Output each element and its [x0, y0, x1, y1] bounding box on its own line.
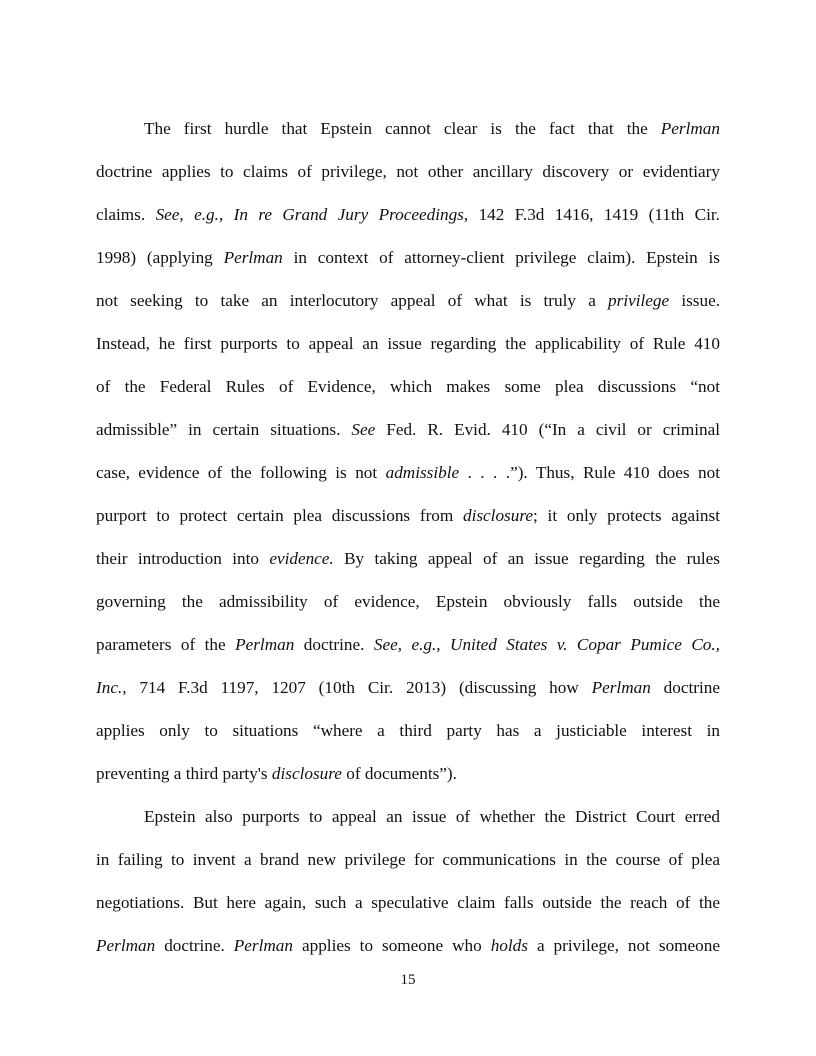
text-line	[96, 752, 720, 795]
text-run: Epstein also purports to appeal an issue of whether the District Court erred	[144, 807, 720, 826]
text-run: applies only to situations “where a third party has a justiciable interest in	[96, 721, 720, 740]
italic-text-run: holds	[490, 936, 528, 955]
italic-text-run: See, e.g., United States v. Copar Pumice Co.,	[373, 635, 720, 654]
text-run: , 714 F.3d 1197, 1207 (10th Cir. 2013) (discussing how	[122, 678, 592, 697]
text-line	[96, 322, 720, 365]
text-run: Instead, he first purports to appeal an issue regarding the applicability of Rule 410	[96, 334, 720, 353]
text-run: Fed. R. Evid. 410 (“In a civil or criminal	[375, 420, 720, 439]
text-run: not seeking to take an interlocutory appeal of what is truly a	[96, 291, 609, 310]
italic-text-run: disclosure	[271, 764, 342, 783]
text-run: ; it only protects against	[533, 506, 720, 525]
document-body	[96, 107, 720, 967]
text-run: governing the admissibility of evidence, Epstein obviously falls outside the	[96, 592, 720, 611]
text-run: doctrine.	[294, 635, 374, 654]
italic-text-run: Perlman	[591, 678, 651, 697]
text-run: preventing a third party's	[96, 764, 272, 783]
text-run: in failing to invent a brand new privilege for communications in the course of plea	[96, 850, 720, 869]
text-run: case, evidence of the following is not	[96, 463, 386, 482]
text-line	[96, 107, 720, 150]
italic-text-run: Perlman	[660, 119, 720, 138]
italic-text-run: See	[351, 420, 376, 439]
text-line	[96, 666, 720, 709]
text-run: 1998) (applying	[96, 248, 224, 267]
italic-text-run: admissible	[385, 463, 460, 482]
text-line	[96, 838, 720, 881]
text-line	[96, 623, 720, 666]
italic-text-run: See, e.g., In re Grand Jury Proceedings	[155, 205, 464, 224]
text-line	[96, 193, 720, 236]
italic-text-run: evidence.	[269, 549, 334, 568]
text-run: in context of attorney-client privilege claim). Epstein is	[282, 248, 720, 267]
text-line	[96, 150, 720, 193]
text-run: By taking appeal of an issue regarding the rules	[333, 549, 720, 568]
paragraph-2	[96, 795, 720, 967]
italic-text-run: Perlman	[223, 248, 283, 267]
text-run: doctrine	[650, 678, 720, 697]
text-line	[96, 365, 720, 408]
text-run: their introduction into	[96, 549, 270, 568]
italic-text-run: Inc.	[96, 678, 123, 697]
text-line	[96, 494, 720, 537]
text-run: . . . .”). Thus, Rule 410 does not	[459, 463, 720, 482]
italic-text-run: Perlman	[233, 936, 293, 955]
page-number: 15	[400, 972, 416, 988]
text-line	[96, 795, 720, 838]
text-line	[96, 236, 720, 279]
text-line	[96, 924, 720, 967]
text-run: issue.	[669, 291, 720, 310]
text-line	[96, 408, 720, 451]
italic-text-run: Perlman	[96, 936, 156, 955]
text-run: The first hurdle that Epstein cannot clear is the fact that the	[144, 119, 661, 138]
text-line	[96, 580, 720, 623]
text-line	[96, 537, 720, 580]
text-run: doctrine applies to claims of privilege, not other ancillary discovery or evidentiary	[96, 162, 720, 181]
text-run: purport to protect certain plea discussions from	[96, 506, 463, 525]
text-run: applies to someone who	[293, 936, 491, 955]
paragraph-1	[96, 107, 720, 795]
text-run: of the Federal Rules of Evidence, which makes some plea discussions “not	[96, 377, 720, 396]
italic-text-run: Perlman	[235, 635, 295, 654]
text-line	[96, 709, 720, 752]
italic-text-run: disclosure	[463, 506, 534, 525]
text-run: parameters of the	[96, 635, 236, 654]
text-run: doctrine.	[155, 936, 234, 955]
text-run: of documents”).	[341, 764, 457, 783]
text-run: a privilege, not someone	[527, 936, 720, 955]
text-line	[96, 881, 720, 924]
text-run: admissible” in certain situations.	[96, 420, 352, 439]
text-run: , 142 F.3d 1416, 1419 (11th Cir.	[463, 205, 720, 224]
text-run: negotiations. But here again, such a speculative claim falls outside the reach of the	[96, 893, 720, 912]
text-run: claims.	[96, 205, 156, 224]
italic-text-run: privilege	[608, 291, 670, 310]
text-line	[96, 279, 720, 322]
text-line	[96, 451, 720, 494]
